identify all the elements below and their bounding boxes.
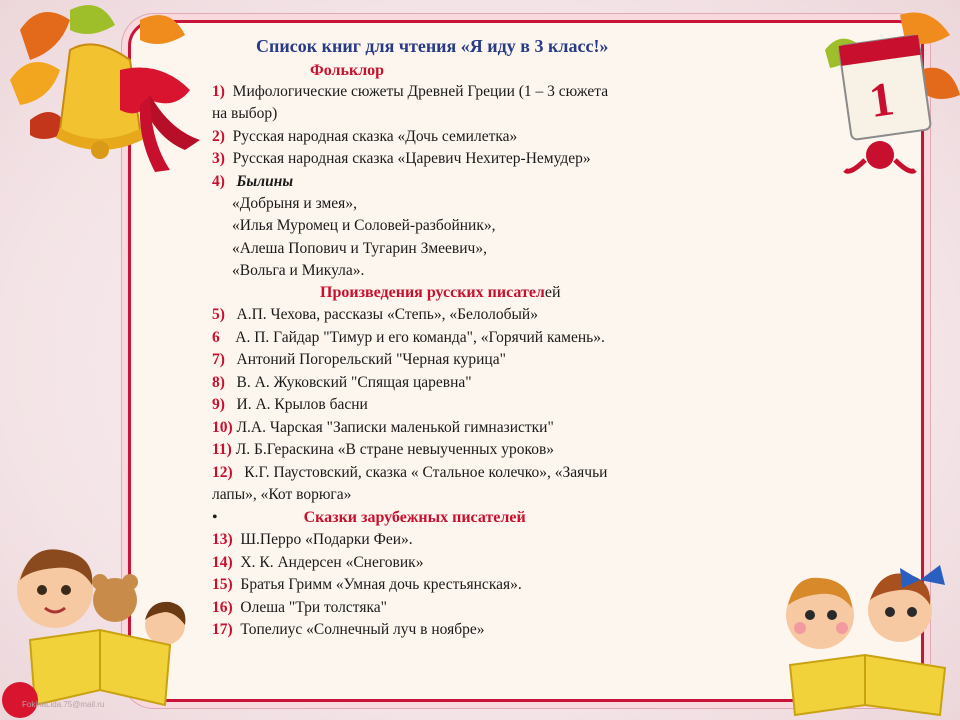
- item-number: 6: [212, 329, 220, 346]
- item-text: А. П. Гайдар "Тимур и его команда", «Горячий камень».: [235, 329, 605, 346]
- list-item: [212, 83, 608, 101]
- bell-leaves-decoration: [0, 0, 230, 220]
- section-russian-writers: [320, 284, 561, 302]
- page-title: Список книг для чтения «Я иду в 3 класс!»: [256, 36, 609, 56]
- item-text: Топелиус «Солнечный луч в ноябре»: [240, 621, 485, 638]
- list-item: [212, 599, 387, 617]
- item-number: 5): [212, 306, 225, 323]
- bullet: •: [212, 509, 218, 526]
- item-text: И. А. Крылов басни: [236, 396, 368, 413]
- item-text: Русская народная сказка «Дочь семилетка»: [232, 128, 518, 145]
- item-text: Русская народная сказка «Царевич Нехитер-Немудер»: [232, 150, 591, 167]
- list-item-continuation: лапы», «Кот ворюга»: [212, 486, 352, 503]
- byliny-item: «Илья Муромец и Соловей-разбойник»,: [232, 217, 496, 234]
- item-text: Мифологические сюжеты Древней Греции (1 – 3 сюжета: [232, 83, 609, 100]
- list-item: [212, 351, 506, 369]
- list-item: [212, 464, 607, 482]
- item-number: 11): [212, 441, 232, 458]
- item-number: 10): [212, 419, 233, 436]
- list-item: [212, 531, 413, 549]
- item-number: 8): [212, 374, 225, 391]
- calendar-decoration: [820, 10, 960, 180]
- section-russian-writers-suffix: ей: [544, 284, 561, 301]
- item-text: Былины: [236, 173, 294, 190]
- section-russian-writers-text: Произведения русских писател: [320, 284, 545, 301]
- item-number: 14): [212, 554, 233, 571]
- list-item: [212, 396, 368, 414]
- section-folklore: Фольклор: [310, 62, 385, 79]
- item-text: Л.А. Чарская "Записки маленькой гимназистки": [236, 419, 554, 436]
- item-text: Олеша "Три толстяка": [240, 599, 387, 616]
- list-item: [212, 306, 538, 324]
- item-number: 7): [212, 351, 225, 368]
- item-text: К.Г. Паустовский, сказка « Стальное колечко», «Заячьи: [244, 464, 608, 481]
- list-item: [212, 374, 472, 392]
- item-text: А.П. Чехова, рассказы «Степь», «Белолобый»: [236, 306, 538, 323]
- byliny-item: «Добрыня и змея»,: [232, 195, 357, 212]
- list-item: [212, 576, 522, 594]
- byliny-item: «Вольга и Микула».: [232, 262, 365, 279]
- item-number: 9): [212, 396, 225, 413]
- item-number: 1): [212, 83, 225, 100]
- item-text: Ш.Перро «Подарки Феи».: [240, 531, 413, 548]
- list-item: [212, 554, 423, 572]
- list-item: [212, 173, 293, 191]
- item-number: 4): [212, 173, 225, 190]
- item-number: 3): [212, 150, 225, 167]
- footer-credit: FokinaLida.75@mail.ru: [22, 700, 105, 709]
- list-item: [212, 128, 517, 146]
- item-text: Братья Гримм «Умная дочь крестьянская».: [240, 576, 522, 593]
- item-number: 13): [212, 531, 233, 548]
- item-number: 17): [212, 621, 233, 638]
- list-item: [212, 329, 605, 347]
- section-foreign-writers: [212, 509, 526, 527]
- item-text: Антоний Погорельский "Черная курица": [236, 351, 506, 368]
- list-item: [212, 419, 554, 437]
- item-number: 12): [212, 464, 233, 481]
- byliny-item: «Алеша Попович и Тугарин Змеевич»,: [232, 240, 487, 257]
- item-number: 16): [212, 599, 233, 616]
- section-foreign-writers-text: Сказки зарубежных писателей: [303, 509, 526, 526]
- children-reading-left-decoration: [0, 540, 200, 720]
- children-reading-right-decoration: [770, 560, 960, 720]
- list-item: [212, 621, 485, 639]
- list-item: [212, 441, 554, 459]
- list-item-continuation: на выбор): [212, 105, 278, 122]
- item-number: 2): [212, 128, 225, 145]
- svg-text:1: 1: [866, 72, 898, 128]
- item-text: В. А. Жуковский "Спящая царевна": [236, 374, 472, 391]
- list-item: [212, 150, 591, 168]
- item-text: Х. К. Андерсен «Снеговик»: [240, 554, 424, 571]
- item-number: 15): [212, 576, 233, 593]
- item-text: Л. Б.Гераскина «В стране невыученных уроков»: [235, 441, 555, 458]
